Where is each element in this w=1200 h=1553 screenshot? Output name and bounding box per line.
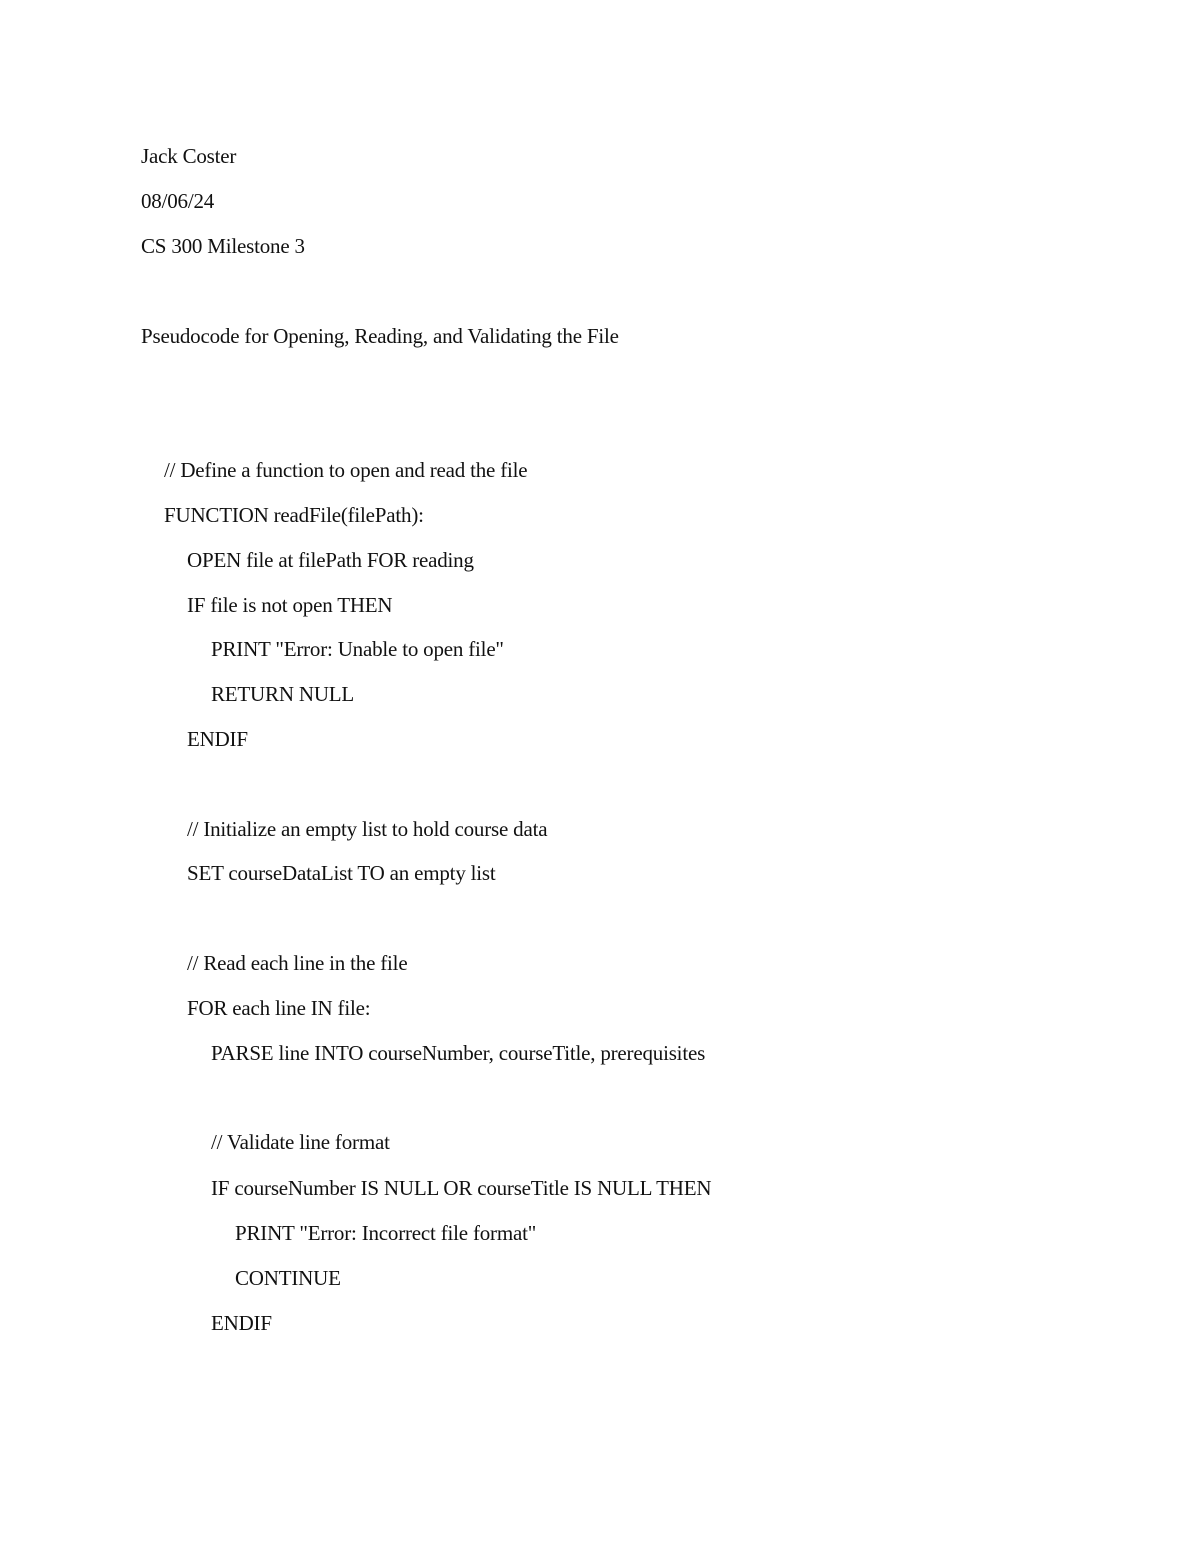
code-line: PRINT "Error: Incorrect file format" [235,1221,537,1245]
code-line: SET courseDataList TO an empty list [187,861,496,885]
code-line: RETURN NULL [211,682,355,706]
code-comment: // Initialize an empty list to hold course data [187,817,548,841]
code-comment: // Read each line in the file [187,951,408,975]
section-title: Pseudocode for Opening, Reading, and Validating the File [141,324,619,348]
code-line: OPEN file at filePath FOR reading [187,548,474,572]
document-date: 08/06/24 [141,189,215,213]
code-line: ENDIF [211,1311,272,1335]
code-line: IF courseNumber IS NULL OR courseTitle IS NULL THEN [211,1176,712,1200]
code-line: FUNCTION readFile(filePath): [164,503,424,527]
course-title: CS 300 Milestone 3 [141,234,305,258]
author-name: Jack Coster [141,144,237,168]
code-line: PRINT "Error: Unable to open file" [211,637,504,661]
code-line: ENDIF [187,727,248,751]
code-comment: // Validate line format [211,1130,390,1154]
code-line: PARSE line INTO courseNumber, courseTitle, prerequisites [211,1041,706,1065]
code-comment: // Define a function to open and read the file [164,458,528,482]
code-line: CONTINUE [235,1266,341,1290]
code-line: FOR each line IN file: [187,996,371,1020]
code-line: IF file is not open THEN [187,593,393,617]
